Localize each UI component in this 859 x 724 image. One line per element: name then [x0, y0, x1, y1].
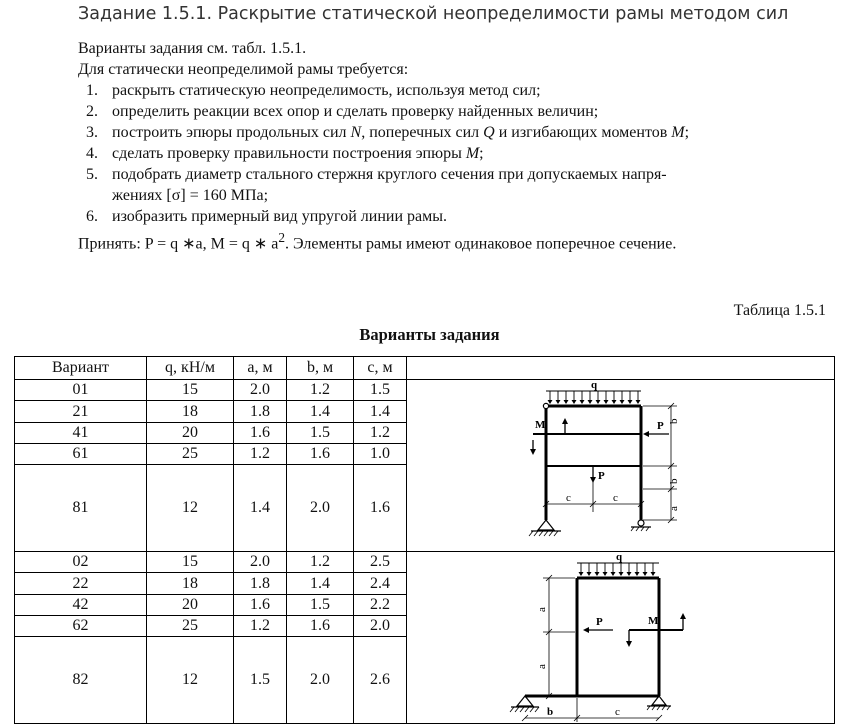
accept-prefix: Принять: P = q ∗a, M = q ∗ a [78, 235, 279, 253]
list-item [78, 80, 838, 101]
table-header-row [15, 357, 835, 380]
item-number: 6. [86, 208, 98, 225]
table-cell: 1.4 [287, 573, 354, 594]
table-cell: 1.5 [234, 637, 287, 724]
label-m: M [648, 615, 659, 627]
requirement-line: Для статически неопределимой рамы требуется: [78, 61, 409, 78]
label-q: q [616, 552, 623, 563]
label-c2: c [613, 492, 618, 504]
list-item [78, 164, 838, 206]
item-text: и изгибающих моментов [494, 124, 672, 141]
list-item [78, 206, 838, 227]
header-cell: q, кН/м [147, 357, 234, 380]
header-cell-figure [407, 357, 835, 380]
accept-superscript: 2 [278, 230, 286, 245]
label-a: a [668, 506, 680, 511]
item-text: раскрыть статическую неопределимость, используя метод сил; [112, 82, 541, 99]
table-cell: 1.2 [234, 616, 287, 637]
table-cell: 1.5 [354, 380, 407, 401]
item-number: 2. [86, 103, 98, 120]
label-p-mid: P [598, 470, 605, 482]
table-cell: 2.0 [234, 380, 287, 401]
variants-reference: Варианты задания см. табл. 1.5.1. [78, 40, 307, 57]
page-title: Задание 1.5.1. Раскрытие статической неопределимости рамы методом сил [78, 4, 789, 24]
table-cell: 2.0 [354, 616, 407, 637]
roller-support-right-icon [638, 520, 644, 526]
table-cell: 1.6 [354, 465, 407, 552]
accept-line [78, 227, 838, 254]
symbol-q: Q [483, 124, 495, 141]
table-cell: 1.4 [234, 465, 287, 552]
ground-hatch-left [529, 531, 558, 536]
ground-hatch-left [510, 707, 539, 712]
table-cell: 1.2 [287, 380, 354, 401]
item-text: подобрать диаметр стального стержня круглого сечения при допускаемых напря- [112, 166, 667, 183]
moment-arrowhead-up [562, 418, 568, 424]
table-cell: 2.0 [234, 552, 287, 573]
table-cell: 61 [15, 444, 147, 465]
label-c: c [615, 706, 620, 718]
distributed-load-arrows [581, 563, 653, 575]
table-cell: 2.0 [287, 637, 354, 724]
figure-cell-2 [407, 552, 835, 724]
table-cell: 1.6 [234, 594, 287, 615]
item-number: 5. [86, 166, 98, 183]
table-cell: 41 [15, 422, 147, 443]
list-item [78, 122, 838, 143]
header-cell: a, м [234, 357, 287, 380]
table-cell: 1.5 [287, 594, 354, 615]
label-a1: a [536, 607, 548, 612]
item-text: изобразить примерный вид упругой линии рамы. [112, 208, 447, 225]
label-m: M [535, 419, 546, 431]
task-list [78, 80, 838, 227]
table-cell: 1.5 [287, 422, 354, 443]
table-cell: 02 [15, 552, 147, 573]
table-cell: 1.4 [287, 401, 354, 422]
table-row [15, 552, 835, 573]
table-cell: 82 [15, 637, 147, 724]
header-cell: Вариант [15, 357, 147, 380]
table-cell: 25 [147, 616, 234, 637]
table-cell: 1.2 [287, 552, 354, 573]
table-cell: 01 [15, 380, 147, 401]
table-cell: 2.4 [354, 573, 407, 594]
item-text: определить реакции всех опор и сделать проверку найденных величин; [112, 103, 599, 120]
table-title: Варианты задания [359, 325, 500, 344]
table-cell: 1.6 [234, 422, 287, 443]
item-number: 1. [86, 82, 98, 99]
label-b: b [547, 706, 554, 718]
table-cell: 1.6 [287, 616, 354, 637]
symbol-m: M [465, 145, 480, 162]
table-cell: 22 [15, 573, 147, 594]
table-cell: 1.6 [287, 444, 354, 465]
table-cell: 12 [147, 465, 234, 552]
frame-diagram-2 [407, 552, 787, 723]
variants-table [14, 356, 835, 724]
table-cell: 21 [15, 401, 147, 422]
list-item [78, 143, 838, 164]
table-caption: Таблица 1.5.1 [733, 302, 826, 319]
table-cell: 2.2 [354, 594, 407, 615]
table-cell: 15 [147, 380, 234, 401]
table-cell: 20 [147, 422, 234, 443]
table-cell: 42 [15, 594, 147, 615]
moment-arrowhead-up [680, 613, 686, 619]
pin-support-left-icon [538, 520, 554, 530]
task-description [78, 38, 838, 254]
accept-suffix: . Элементы рамы имеют одинаковое поперечное сечение. [285, 235, 677, 253]
frame-diagram-1 [407, 380, 787, 551]
table-cell: 1.4 [354, 401, 407, 422]
item-text: ; [479, 145, 484, 162]
table-cell: 2.0 [287, 465, 354, 552]
table-cell: 1.8 [234, 573, 287, 594]
table-cell: 18 [147, 573, 234, 594]
table-row [15, 380, 835, 401]
table-cell: 1.0 [354, 444, 407, 465]
label-a2: a [536, 664, 548, 669]
table-cell: 1.2 [354, 422, 407, 443]
item-text: ; [684, 124, 690, 141]
label-b2: b [668, 478, 680, 484]
table-cell: 12 [147, 637, 234, 724]
table-cell: 81 [15, 465, 147, 552]
item-number: 4. [86, 145, 98, 162]
distributed-load-arrowheads [579, 572, 656, 576]
item-text: построить эпюры продольных сил [112, 124, 351, 141]
label-c1: c [566, 492, 571, 504]
header-cell: c, м [354, 357, 407, 380]
table-cell: 2.6 [354, 637, 407, 724]
label-q: q [591, 380, 598, 391]
table-cell: 18 [147, 401, 234, 422]
moment-arrowhead-down [626, 641, 632, 647]
item-number: 3. [86, 124, 98, 141]
item-text: , поперечных сил [361, 124, 484, 141]
item-text-continued: жениях [σ] = 160 МПа; [112, 187, 269, 204]
moment-arrowhead-down [530, 449, 536, 455]
table-cell: 1.2 [234, 444, 287, 465]
distributed-load-arrows [550, 391, 638, 403]
force-p-side-arrowhead [643, 431, 649, 437]
hinge-icon [543, 403, 548, 408]
table-cell: 25 [147, 444, 234, 465]
figure-cell-1 [407, 380, 835, 552]
item-text: сделать проверку правильности построения эпюры [112, 145, 466, 162]
distributed-load-arrowheads [548, 400, 641, 404]
label-p-side: P [657, 420, 664, 432]
table-cell: 62 [15, 616, 147, 637]
list-item [78, 101, 838, 122]
label-p: P [596, 616, 603, 628]
header-cell: b, м [287, 357, 354, 380]
symbol-n: N [350, 124, 362, 141]
label-b1: b [668, 418, 680, 424]
table-cell: 2.5 [354, 552, 407, 573]
symbol-m: M [671, 124, 685, 141]
table-cell: 15 [147, 552, 234, 573]
force-p-arrowhead [583, 627, 589, 633]
table-cell: 20 [147, 594, 234, 615]
table-cell: 1.8 [234, 401, 287, 422]
